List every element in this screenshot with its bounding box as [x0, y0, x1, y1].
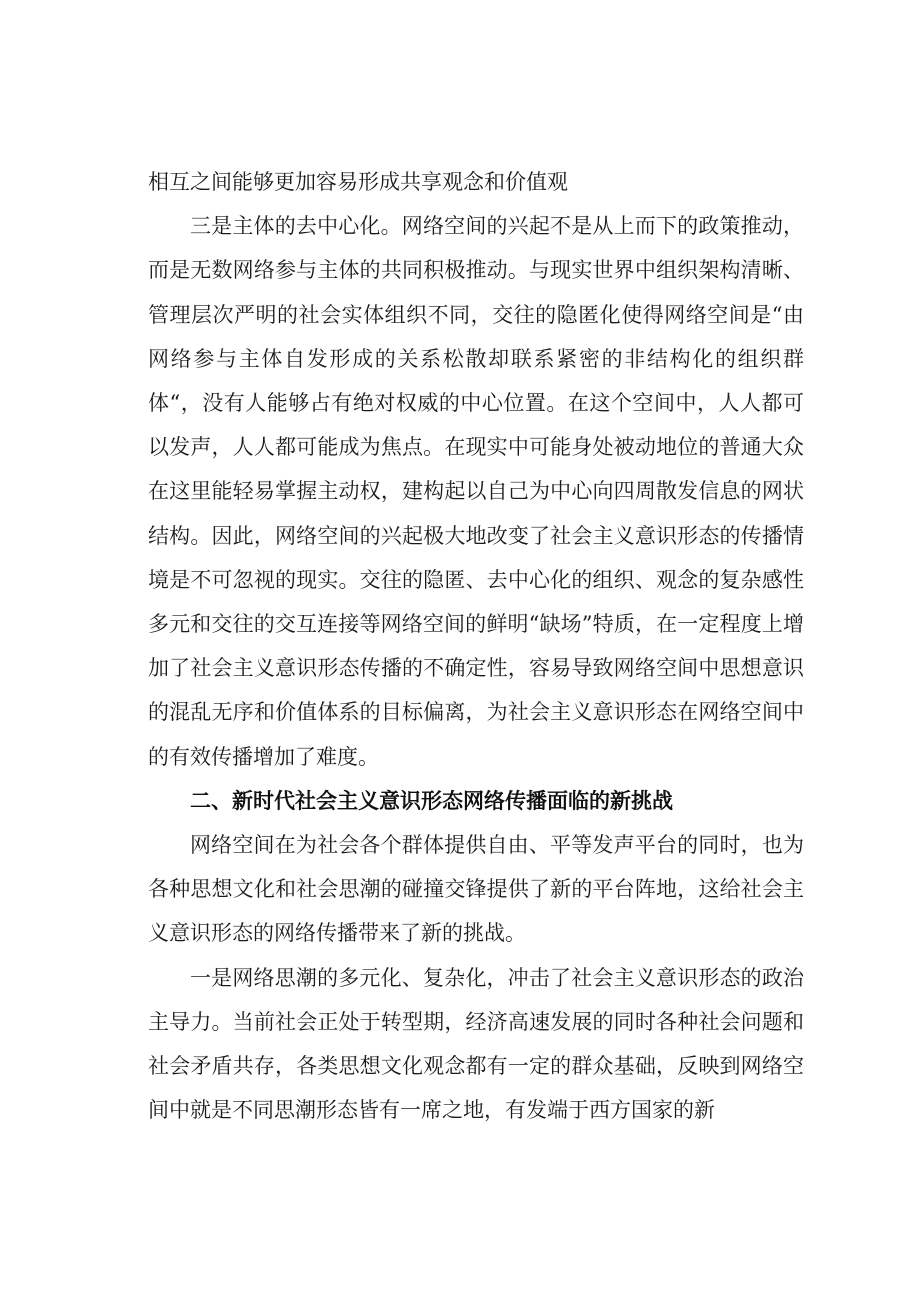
paragraph-decentralization: 三是主体的去中心化。网络空间的兴起不是从上而下的政策推动，而是无数网络参与主体的共同积极推动。与现实世界中组织架构清晰、管理层次严明的社会实体组织不同，交往的隐匿化使得网络空间是“由网络参与主体自发形成的关系松散却联系紧密的非结构化的组织群体“，没有人能够占有绝对权威的中心位置。在这个空间中，人人都可以发声，人人都可能成为焦点。在现实中可能身处被动地位的普通大众在这里能轻易掌握主动权，建构起以自己为中心向四周散发信息的网状结构。因此，网络空间的兴起极大地改变了社会主义意识形态的传播情境是不可忽视的现实。交往的隐匿、去中心化的组织、观念的复杂感性多元和交往的交互连接等网络空间的鲜明“缺场”特质，在一定程度上增加了社会主义意识形态传播的不确定性，容易导致网络空间中思想意识的混乱无序和价值体系的目标偏离，为社会主义意识形态在网络空间中的有效传播增加了难度。 [148, 214, 804, 769]
document-body [148, 160, 804, 1132]
paragraph-continuation: 相互之间能够更加容易形成共享观念和价值观 [148, 170, 568, 194]
section-heading: 二、新时代社会主义意识形态网络传播面临的新挑战 [190, 788, 673, 813]
paragraph-diversified-thought: 一是网络思潮的多元化、复杂化，冲击了社会主义意识形态的政治主导力。当前社会正处于转型期，经济高速发展的同时各种社会问题和社会矛盾共存，各类思想文化观念都有一定的群众基础，反映到网络空间中就是不同思潮形态皆有一席之地，有发端于西方国家的新 [148, 965, 804, 1123]
paragraph-challenges-intro: 网络空间在为社会各个群体提供自由、平等发声平台的同时，也为各种思想文化和社会思潮的碰撞交锋提供了新的平台阵地，这给社会主义意识形态的网络传播带来了新的挑战。 [148, 833, 804, 946]
